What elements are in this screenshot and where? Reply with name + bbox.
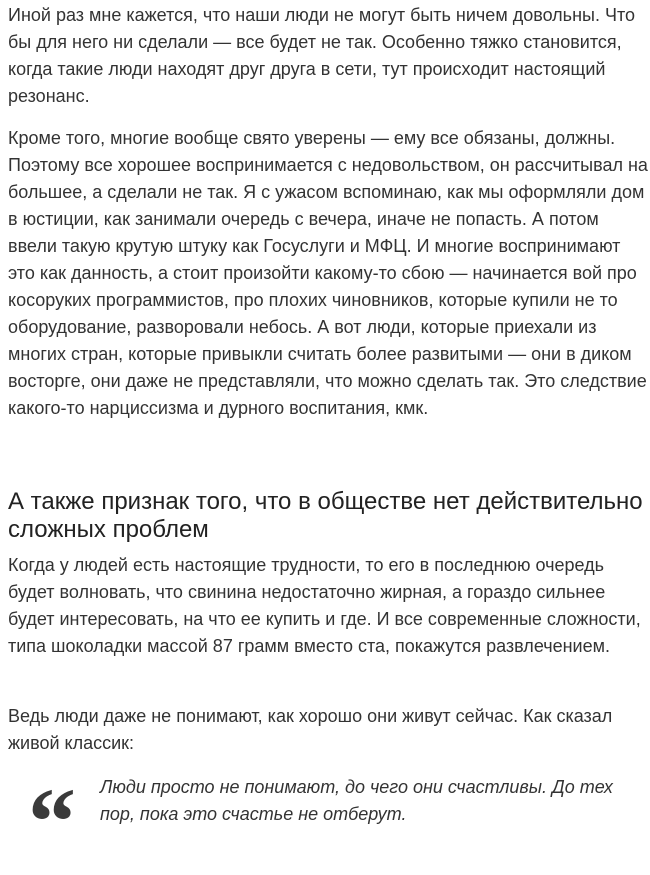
paragraph-real-problems: Когда у людей есть настоящие трудности, то его в последнюю очередь будет волновать, что свинина недостаточно жирная, а гораздо сильнее будет интересовать, на что ее купить и где. И все современные сложности, типа шоколадки массой 87 грамм вместо ста, покажутся развлечением. bbox=[8, 555, 641, 656]
paragraph-expectations: Кроме того, многие вообще свято уверены — ему все обязаны, должны. Поэтому все хорошее воспринимается с недовольством, он рассчитывал на большее, а сделали не так. Я с ужасом вспоминаю, как мы оформляли дом в юстиции, как занимали очередь с вечера, иначе не попасть. А потом ввели такую крутую штуку как Госуслуги и МФЦ. И многие воспринимают это как данность, а стоит произойти какому-то сбою — начинается вой про косоруких программистов, про плохих чиновников, которые купили не то оборудование, разворовали небось. А вот люди, которые приехали из многих стран, которые привыкли считать более развитыми — они в диком восторге, они даже не представляли, что можно сделать так. Это следствие какого-то нарциссизма и дурного воспитания, кмк. bbox=[8, 128, 648, 418]
quote-text: Люди просто не понимают, до чего они счастливы. До тех пор, пока это счастье не отберут. bbox=[100, 777, 613, 824]
paragraph-intro: Иной раз мне кажется, что наши люди не могут быть ничем довольны. Что бы для него ни сделали — все будет не так. Особенно тяжко становится, когда такие люди находят друг друга в сети, тут происходит настоящий резонанс. bbox=[8, 5, 635, 106]
quote-mark-icon: “ bbox=[28, 768, 76, 875]
paragraph-quote-lead: Ведь люди даже не понимают, как хорошо они живут сейчас. Как сказал живой классик: bbox=[8, 706, 613, 753]
section-heading: А также признак того, что в обществе нет действительно сложных проблем bbox=[8, 488, 643, 543]
blockquote bbox=[8, 768, 650, 875]
